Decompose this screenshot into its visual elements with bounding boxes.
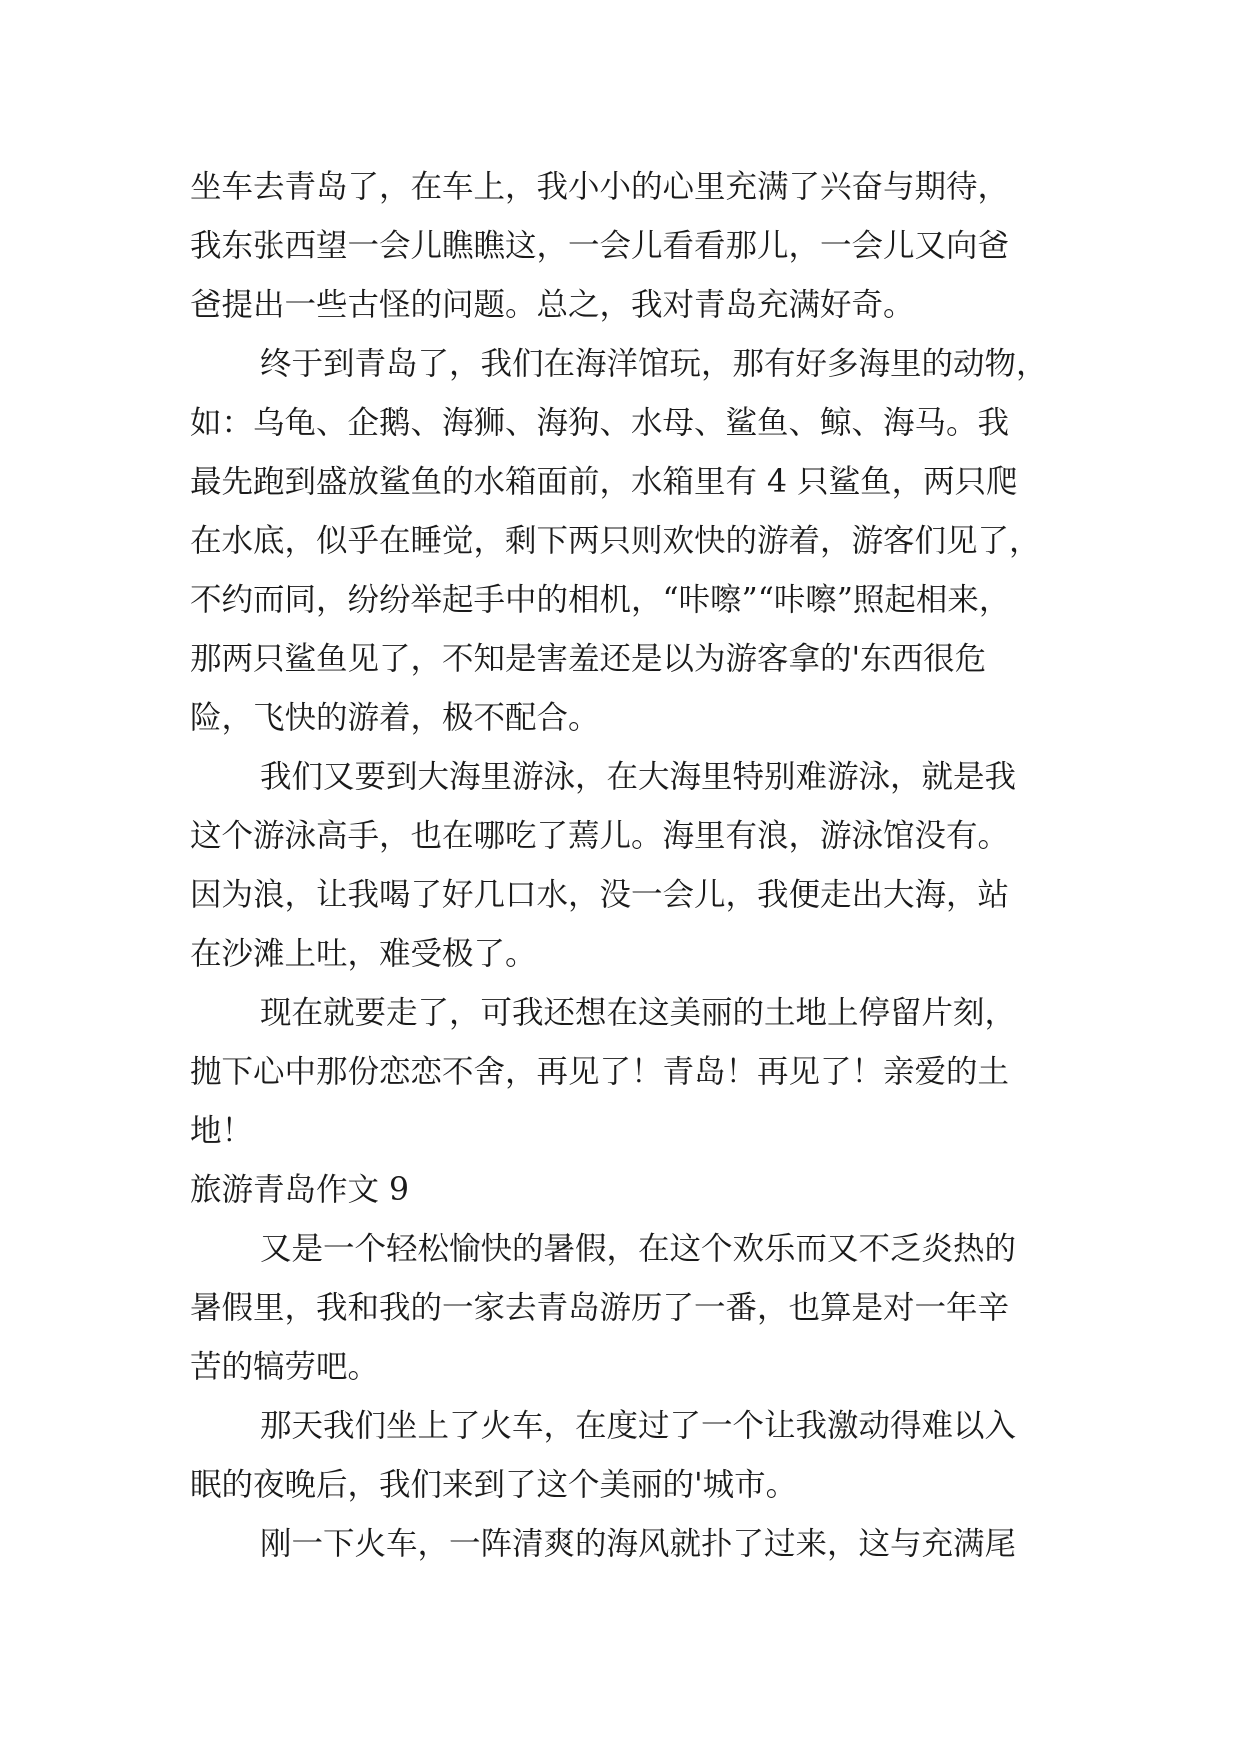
text-line: 因为浪，让我喝了好几口水，没一会儿，我便走出大海，站 xyxy=(190,877,1010,913)
text-line: 最先跑到盛放鲨鱼的水箱面前，水箱里有 4 只鲨鱼，两只爬 xyxy=(190,464,1018,500)
section-heading: 旅游青岛作文 9 xyxy=(190,1172,410,1208)
text-line: 在水底，似乎在睡觉，剩下两只则欢快的游着，游客们见了， xyxy=(190,523,1041,559)
document-body xyxy=(190,158,1060,1574)
text-line: 苦的犒劳吧。 xyxy=(190,1349,380,1385)
text-line: 如：乌龟、企鹅、海狮、海狗、水母、鲨鱼、鲸、海马。我 xyxy=(190,405,1010,441)
text-line: 爸提出一些古怪的问题。总之，我对青岛充满好奇。 xyxy=(190,287,915,323)
text-line: 不约而同，纷纷举起手中的相机，“咔嚓”“咔嚓”照起相来， xyxy=(190,582,1011,618)
text-line: 现在就要走了，可我还想在这美丽的土地上停留片刻， xyxy=(260,995,1017,1031)
text-line: 眠的夜晚后，我们来到了这个美丽的'城市。 xyxy=(190,1467,798,1503)
text-line: 在沙滩上吐，难受极了。 xyxy=(190,936,537,972)
text-line: 我东张西望一会儿瞧瞧这，一会儿看看那儿，一会儿又向爸 xyxy=(190,228,1010,264)
text-line: 又是一个轻松愉快的暑假，在这个欢乐而又不乏炎热的 xyxy=(260,1231,1017,1267)
text-line: 暑假里，我和我的一家去青岛游历了一番，也算是对一年辛 xyxy=(190,1290,1010,1326)
text-line: 这个游泳高手，也在哪吃了蔫儿。海里有浪，游泳馆没有。 xyxy=(190,818,1010,854)
text-line: 抛下心中那份恋恋不舍，再见了！青岛！再见了！亲爱的土 xyxy=(190,1054,1010,1090)
text-line: 地！ xyxy=(190,1113,254,1149)
text-line: 我们又要到大海里游泳，在大海里特别难游泳，就是我 xyxy=(260,759,1017,795)
text-line: 刚一下火车，一阵清爽的海风就扑了过来，这与充满尾 xyxy=(260,1526,1017,1562)
text-line: 终于到青岛了，我们在海洋馆玩，那有好多海里的动物， xyxy=(260,346,1048,382)
text-line: 坐车去青岛了，在车上，我小小的心里充满了兴奋与期待， xyxy=(190,169,1010,205)
text-line: 那天我们坐上了火车，在度过了一个让我激动得难以入 xyxy=(260,1408,1017,1444)
text-line: 险，飞快的游着，极不配合。 xyxy=(190,700,600,736)
text-line: 那两只鲨鱼见了，不知是害羞还是以为游客拿的'东西很危 xyxy=(190,641,987,677)
